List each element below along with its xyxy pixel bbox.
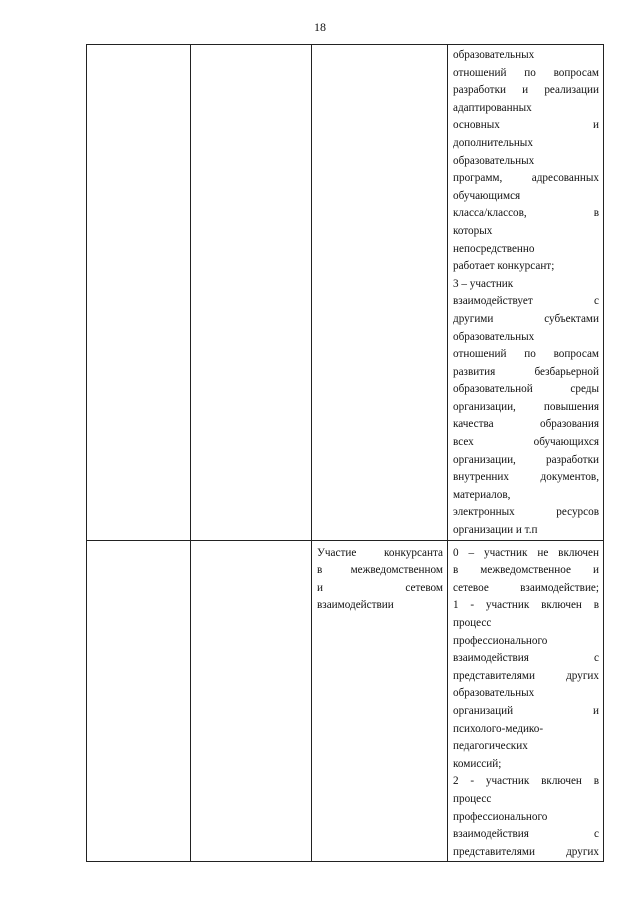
cell-line: 1 - участник включен в: [453, 599, 599, 612]
table-cell-col2: [191, 540, 312, 862]
cell-line: взаимодействии: [317, 599, 394, 612]
scale-cell: [448, 45, 604, 541]
cell-line: профессионального: [453, 810, 548, 823]
cell-line: основных и: [453, 119, 599, 132]
cell-line: комиссий;: [453, 757, 502, 770]
cell-line: которых: [453, 224, 493, 237]
table-row: [87, 45, 604, 541]
cell-line: программ, адресованных: [453, 172, 599, 185]
cell-line: в межведомственном: [317, 564, 443, 577]
cell-line: психолого-медико-: [453, 722, 544, 735]
criterion-cell: [312, 45, 448, 541]
cell-line: организаций и: [453, 704, 599, 717]
cell-line: образовательных: [453, 687, 535, 700]
cell-line: непосредственно: [453, 242, 535, 255]
cell-line: разработки и реализации: [453, 84, 599, 97]
cell-line: работает конкурсант;: [453, 260, 555, 273]
cell-line: развития безбарьерной: [453, 365, 599, 378]
scale-cell: [448, 540, 604, 862]
cell-line: образовательной среды: [453, 383, 599, 396]
cell-line: материалов,: [453, 488, 511, 501]
cell-line: образовательных: [453, 49, 535, 61]
cell-line: класса/классов, в: [453, 207, 599, 220]
cell-line: внутренних документов,: [453, 471, 599, 484]
cell-line: педагогических: [453, 740, 528, 753]
cell-line: образовательных: [453, 330, 535, 343]
cell-line: взаимодействия с: [453, 652, 599, 665]
table-row: [87, 540, 604, 862]
cell-line: 2 - участник включен в: [453, 775, 599, 788]
cell-line: организации, разработки: [453, 453, 599, 466]
cell-line: сетевое взаимодействие;: [453, 581, 599, 594]
cell-line: в межведомственное и: [453, 564, 599, 577]
cell-line: качества образования: [453, 418, 599, 431]
cell-line: 0 – участник не включен: [453, 546, 599, 559]
cell-line: адаптированных: [453, 101, 532, 114]
cell-line: представителями других: [453, 845, 599, 858]
criteria-table: [86, 44, 604, 862]
cell-line: взаимодействия с: [453, 828, 599, 841]
table-cell-col1: [87, 45, 191, 541]
cell-line: другими субъектами: [453, 312, 599, 325]
cell-line: отношений по вопросам: [453, 66, 599, 79]
cell-line: 3 – участник: [453, 277, 514, 290]
cell-line: всех обучающихся: [453, 436, 599, 449]
page-number: 18: [314, 20, 326, 34]
cell-line: электронных ресурсов: [453, 506, 599, 519]
cell-line: процесс: [453, 792, 492, 805]
cell-line: и сетевом: [317, 581, 443, 594]
cell-line: профессионального: [453, 634, 548, 647]
table-cell-col1: [87, 540, 191, 862]
cell-line: дополнительных: [453, 136, 533, 149]
criterion-cell: [312, 540, 448, 862]
cell-line: организации и т.п: [453, 524, 538, 537]
cell-line: организации, повышения: [453, 400, 599, 413]
table-cell-col2: [191, 45, 312, 541]
cell-line: отношений по вопросам: [453, 348, 599, 361]
cell-line: образовательных: [453, 154, 535, 167]
cell-line: процесс: [453, 617, 492, 629]
cell-line: Участие конкурсанта: [317, 546, 443, 559]
cell-line: обучающимся: [453, 189, 521, 202]
cell-line: взаимодействует с: [453, 295, 599, 308]
cell-line: представителями других: [453, 669, 599, 682]
